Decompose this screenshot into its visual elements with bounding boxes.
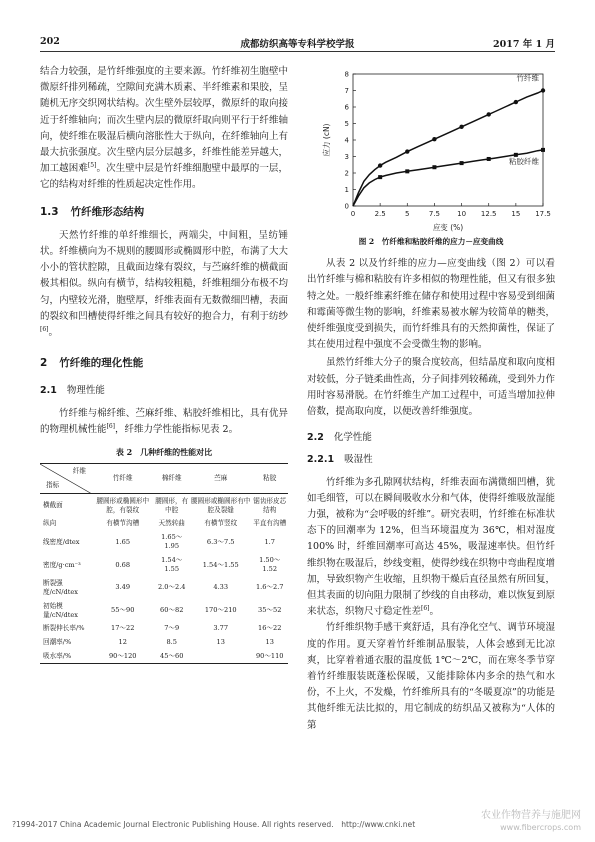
row-label: 横截面 <box>43 501 63 510</box>
row-label: 线密度/dtex <box>43 537 80 546</box>
section-heading: 1.3 竹纤维形态结构 <box>40 205 145 218</box>
table-row <box>40 494 288 517</box>
fiber-properties-table <box>40 463 288 664</box>
row-label: 纵向 <box>43 519 57 528</box>
table-cell: 锯齿形皮芯结构 <box>253 496 287 514</box>
corner-label-index: 指标 <box>46 481 60 490</box>
table-row <box>40 622 288 636</box>
y-tick-label: 4 <box>344 136 349 145</box>
citation[interactable]: [6] <box>106 422 116 430</box>
x-tick-label: 0 <box>350 210 356 218</box>
table-cell: 1.6～2.7 <box>255 583 284 592</box>
table-cell: 90～110 <box>255 651 284 660</box>
column-header: 苎麻 <box>214 474 228 483</box>
x-tick-label: 12.5 <box>480 210 497 218</box>
table-cell: 13 <box>216 638 225 647</box>
table-cell: 17～22 <box>111 624 135 633</box>
x-tick-label: 17.5 <box>535 210 551 218</box>
table-cell: 35～52 <box>258 606 282 615</box>
table-row <box>40 650 288 664</box>
row-label: 吸水率/% <box>43 651 72 660</box>
table-caption: 表 2 几种纤维的性能对比 <box>115 447 213 458</box>
table-cell: 1.7 <box>264 537 275 546</box>
data-point <box>432 165 436 169</box>
table-cell: 1.65～1.95 <box>161 533 183 551</box>
table-cell: 腰圆形或椭圆形有中腔及裂缝 <box>191 496 251 514</box>
table-cell: 6.3～7.5 <box>206 537 235 546</box>
issue-date: 2017 年 1 月 <box>493 39 555 50</box>
row-label: 初始模量/cN/dtex <box>43 601 78 619</box>
row-label: 断裂强度/cN/dtex <box>43 578 78 596</box>
section-heading: 2 竹纤维的理化性能 <box>40 357 144 370</box>
y-axis-label: 应力 (cN) <box>322 123 331 157</box>
table-cell: 2.0～2.4 <box>157 583 186 592</box>
citation[interactable]: [6] <box>40 325 49 333</box>
citation[interactable]: [6] <box>421 605 430 613</box>
table-cell: 3.77 <box>213 624 229 633</box>
morphology-paragraph: 天然竹纤维的单纤维细长，两端尖，中间粗，呈纺锤状。纤维横向为不规则的腰圆形或椭圆形中腔，布满了大大小小的管状腔隙，且截面边缘有裂纹，与苎麻纤维的横截面极其相似。纵向有横节，结构较粗糙，纤维粗细分布极不均匀，内壁较光滑，胞壁厚，纤维表面有无数微细凹槽，表面的裂纹和凹槽使得纤维之间具有较好的抱合力，有利于纺纱[6]。 <box>40 229 288 339</box>
table-cell: 13 <box>265 638 274 647</box>
table-cell: 有横节竖纹 <box>204 519 238 528</box>
table-cell: 平直有沟槽 <box>253 519 287 528</box>
table-row <box>40 576 288 599</box>
table-cell: 0.68 <box>115 560 131 569</box>
table-cell: 腰圆形，有中腔 <box>155 496 189 514</box>
y-tick-label: 6 <box>344 103 349 112</box>
citation[interactable]: [5] <box>87 162 97 170</box>
site-watermark <box>481 810 581 834</box>
data-point <box>541 88 545 92</box>
column-header: 棉纤维 <box>161 474 182 483</box>
table-row <box>40 517 288 531</box>
running-header <box>40 30 555 52</box>
copyright-footer: ?1994-2017 China Academic Journal Electronic Publishing House. All rights reserved. http://www.cnki.net <box>12 820 416 829</box>
data-point <box>459 125 463 129</box>
x-tick-label: 2.5 <box>374 210 386 218</box>
table-cell: 有横节沟槽 <box>106 519 140 528</box>
y-tick-label: 5 <box>344 120 349 128</box>
table-cell: 45～60 <box>160 651 184 660</box>
data-point <box>432 137 436 141</box>
data-point <box>460 161 464 165</box>
y-tick-label: 1 <box>344 186 349 194</box>
table-cell: 8.5 <box>166 638 177 647</box>
table-cell: 1.50～1.52 <box>259 556 281 573</box>
y-tick-label: 2 <box>344 169 349 178</box>
x-tick-label: 7.5 <box>428 210 440 218</box>
table-cell: 腰圆形或椭圆形中腔，有裂纹 <box>96 496 150 514</box>
table-cell: 1.54～1.55 <box>202 560 239 569</box>
table-cell: 16～22 <box>258 624 282 633</box>
data-point <box>487 112 491 116</box>
physical-paragraph: 竹纤维与棉纤维、苎麻纤维、粘胶纤维相比，具有优异的物理机械性能[6]，纤维力学性能指标见表 2。 <box>40 407 288 435</box>
y-tick-label: 3 <box>344 153 349 161</box>
subsubsection-heading: 2.2.1 吸湿性 <box>307 454 373 466</box>
y-tick-label: 0 <box>344 202 349 211</box>
plot-frame <box>353 74 543 206</box>
table-body <box>40 494 288 664</box>
x-tick-label: 15 <box>511 210 521 218</box>
subsection-heading: 2.2 化学性能 <box>307 432 372 444</box>
series-label: 粘胶纤维 <box>509 156 539 166</box>
data-point <box>378 175 382 179</box>
series-line <box>353 91 543 207</box>
x-tick-label: 5 <box>405 210 410 218</box>
row-label: 回潮率/% <box>43 638 72 647</box>
table-cell: 1.65 <box>115 537 131 546</box>
table-row <box>40 599 288 622</box>
figure-caption: 图 2 竹纤维和粘胶纤维的应力－应变曲线 <box>358 237 504 246</box>
corner-label-fiber: 纤维 <box>72 467 86 476</box>
row-label: 断裂伸长率/% <box>43 624 85 633</box>
stress-strain-figure <box>307 64 555 232</box>
series-label: 竹纤维 <box>516 73 539 83</box>
intro-paragraph: 结合力较强，是竹纤维强度的主要来源。竹纤维初生胞壁中微原纤排列稀疏，空隙间充满木质素、半纤维素和果胶，呈随机无序交织网状结构。次生壁外层较厚，微原纤的取向接近于纤维轴向；而次生壁内层的微原纤取向则平行于纤维轴向，使纤维在吸湿后横向溶胀性大于纵向，在纤维轴向上有最大抗张强度。次生壁内层分层越多，纤维性能差异越大，加工越困难[5]。次生壁中层是竹纤维细胞壁中最厚的一层，它的结构对纤维的性质起决定性作用。 <box>40 66 288 191</box>
data-point <box>405 149 409 153</box>
data-point <box>514 100 518 104</box>
table-cell: 170～210 <box>204 606 237 615</box>
left-column <box>40 64 288 664</box>
data-point <box>405 169 409 173</box>
x-tick-label: 10 <box>457 210 467 218</box>
table-cell: 1.54～1.55 <box>161 556 183 573</box>
structure-paragraph: 虽然竹纤维大分子的聚合度较高，但结晶度和取向度相对较低，分子链柔曲性高，分子间排列较稀疏，受到外力作用时容易滑脱。在竹纤维生产加工过程中，可适当增加拉伸倍数，提高取向度，以便改善纤维强度。 <box>307 357 555 418</box>
table-cell: 60～82 <box>160 606 184 615</box>
watermark-url: www.fibercrops.com <box>500 823 581 832</box>
table-cell: 7～9 <box>164 624 180 633</box>
column-header: 粘胶 <box>263 474 277 483</box>
journal-title: 成都纺织高等专科学校学报 <box>240 39 355 50</box>
table-header-row <box>40 464 288 494</box>
column-header: 竹纤维 <box>112 474 133 483</box>
comfort-paragraph: 竹纤维织物手感干爽舒适，具有净化空气、调节环境湿度的作用。夏天穿着竹纤维制品服装，人体会感到无比凉爽，比穿着着通衣服的温度低 1℃～2℃，而在寒冬季节穿着竹纤维服装既蓬松保暖，又能排除体内多余的热气和水份，不上火，不发燥，竹纤维所具有的“冬暖夏凉”的功能是其他纤维无法比拟的，用它制成的纺织品又被称为“人体的第 <box>307 622 555 731</box>
data-point <box>378 163 382 167</box>
table-cell: 90～120 <box>108 651 137 660</box>
right-column <box>307 64 555 734</box>
table-row <box>40 636 288 650</box>
y-tick-label: 8 <box>344 70 349 79</box>
x-axis-label: 应变 (%) <box>432 223 464 232</box>
table-cell: 12 <box>118 638 127 647</box>
table-cell: 3.49 <box>115 583 131 592</box>
table-corner-cell <box>40 464 92 494</box>
table-cell <box>190 650 251 664</box>
subsection-heading: 2.1 物理性能 <box>40 385 105 397</box>
y-tick-label: 7 <box>344 87 349 95</box>
data-point <box>487 157 491 161</box>
table-cell: 天然转曲 <box>158 519 185 528</box>
row-label: 密度/g·cm⁻³ <box>43 560 81 569</box>
stress-strain-paragraph: 从表 2 以及竹纤维的应力—应变曲线（图 2）可以看出竹纤维与棉和粘胶有许多相似的物理性能，但又有很多独特之处。一般纤维素纤维在储存和使用过程中容易受到细菌和霉菌等微生物的影响，纤维素易被水解为较简单的糖类，使纤维强度受到损失，而竹纤维具有的天然抑菌性，保证了其在使用过程中强度不会受微生物的影响。 <box>307 258 555 351</box>
table-cell: 55～90 <box>111 606 135 615</box>
table-cell: 4.33 <box>213 583 229 592</box>
data-point <box>541 148 545 152</box>
moisture-paragraph: 竹纤维为多孔隙网状结构，纤维表面布满微细凹槽，犹如毛细管，可以在瞬间吸收水分和气体，使得纤维吸放湿能力强，被称为“会呼吸的纤维”。研究表明，竹纤维在标准状态下的回潮率为 12%，但当环境温度为 36℃，相对湿度 100% 时，纤维回潮率可高达 45%，吸湿速率快。但竹纤维织物在吸湿后，纱线变粗，使得纱线在织物中弯曲程度增加，导致织物产生收缩，且织物干燥后直径虽然有所回复，但其表面的切向阻力限制了纱线的自由移动，难以恢复到原来状态，织物尺寸稳定性差[6]。 <box>307 476 555 618</box>
page-number: 202 <box>40 36 60 47</box>
stress-strain-chart <box>307 64 555 232</box>
watermark-name: 农业作物营养与施肥网 <box>481 810 581 821</box>
table-row <box>40 554 288 577</box>
table-row <box>40 531 288 554</box>
